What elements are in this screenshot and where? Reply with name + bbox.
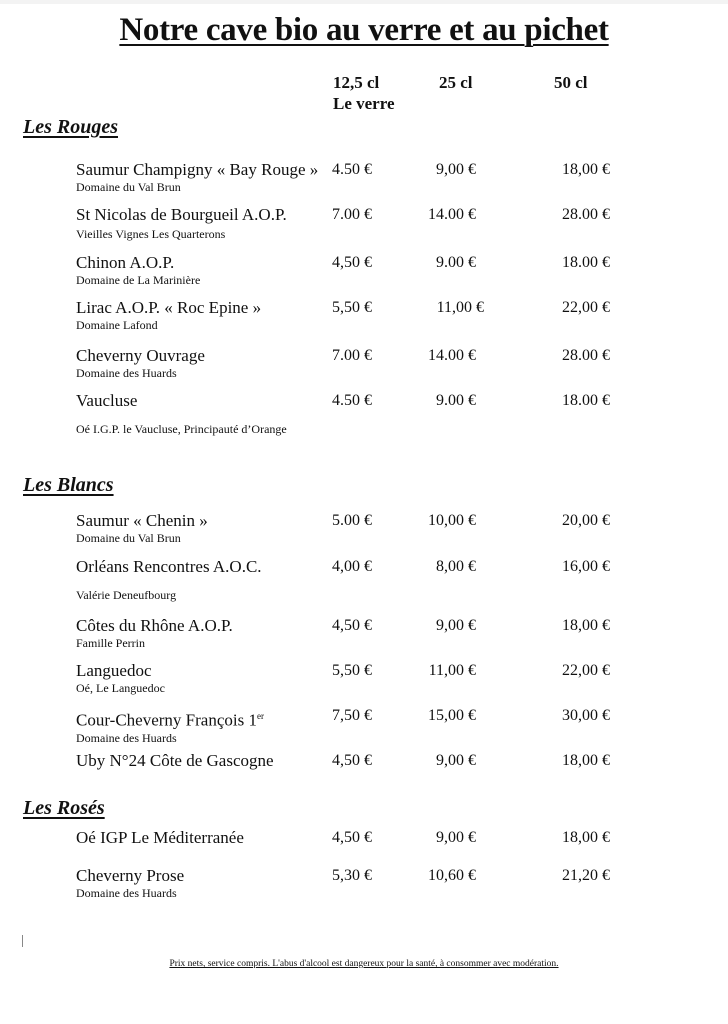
wine-producer: Domaine Lafond bbox=[76, 318, 158, 332]
wine-item bbox=[76, 661, 636, 696]
wine-name: Côtes du Rhône A.O.P. bbox=[76, 616, 233, 635]
price-25cl: 10,60 € bbox=[428, 867, 476, 884]
price-25cl: 10,00 € bbox=[428, 512, 476, 529]
wine-producer: Vieilles Vignes Les Quarterons bbox=[76, 227, 226, 241]
wine-name: Saumur Champigny « Bay Rouge » bbox=[76, 160, 319, 179]
wine-name: St Nicolas de Bourgueil A.O.P. bbox=[76, 205, 287, 224]
wine-item bbox=[76, 706, 636, 746]
column-header-glass-size: 12,5 cl bbox=[333, 73, 380, 92]
wine-item bbox=[76, 346, 636, 381]
wine-producer: Domaine de La Marinière bbox=[76, 273, 201, 287]
wine-producer: Valérie Deneufbourg bbox=[76, 588, 177, 602]
price-25cl: 11,00 € bbox=[428, 662, 476, 679]
price-25cl: 9.00 € bbox=[436, 254, 476, 271]
price-glass: 5,50 € bbox=[332, 299, 372, 316]
price-glass: 4,00 € bbox=[332, 558, 372, 575]
wine-name: Vaucluse bbox=[76, 391, 138, 410]
price-25cl: 15,00 € bbox=[428, 707, 476, 724]
wine-producer: Famille Perrin bbox=[76, 636, 145, 650]
wine-item bbox=[76, 557, 636, 603]
wine-producer: Oé, Le Languedoc bbox=[76, 681, 165, 695]
wine-item bbox=[76, 160, 636, 195]
price-glass: 7.00 € bbox=[332, 347, 372, 364]
price-50cl: 18,00 € bbox=[562, 617, 610, 634]
wine-producer: Domaine des Huards bbox=[76, 886, 177, 900]
wine-name: Lirac A.O.P. « Roc Epine » bbox=[76, 298, 262, 317]
wine-producer: Oé I.G.P. le Vaucluse, Principauté d’Orange bbox=[76, 422, 287, 436]
price-glass: 4,50 € bbox=[332, 617, 372, 634]
wine-item bbox=[76, 616, 636, 651]
wine-producer: Domaine des Huards bbox=[76, 366, 177, 380]
price-50cl: 18.00 € bbox=[562, 392, 610, 409]
wine-item bbox=[76, 391, 636, 437]
price-25cl: 9.00 € bbox=[436, 392, 476, 409]
price-25cl: 8,00 € bbox=[436, 558, 476, 575]
price-50cl: 18.00 € bbox=[562, 254, 610, 271]
wine-name: Chinon A.O.P. bbox=[76, 253, 175, 272]
column-header-25cl: 25 cl bbox=[439, 73, 473, 92]
page-top-edge bbox=[0, 0, 728, 4]
column-header-glass bbox=[333, 72, 395, 114]
wine-name: Cour-Cheverny François 1 bbox=[76, 710, 257, 730]
price-glass: 5,50 € bbox=[332, 662, 372, 679]
price-glass: 4.50 € bbox=[332, 392, 372, 409]
wine-name: Oé IGP Le Méditerranée bbox=[76, 828, 244, 847]
section-heading-blancs: Les Blancs bbox=[23, 474, 114, 496]
wine-name: Saumur « Chenin » bbox=[76, 511, 208, 530]
wine-name: Cheverny Prose bbox=[76, 866, 185, 885]
wine-item bbox=[76, 828, 636, 848]
footer-disclaimer: Prix nets, service compris. L'abus d'alcool est dangereux pour la santé, à consommer avec modération. bbox=[169, 959, 559, 969]
price-glass: 7.00 € bbox=[332, 206, 372, 223]
page-title: Notre cave bio au verre et au pichet bbox=[119, 12, 609, 48]
price-50cl: 28.00 € bbox=[562, 347, 610, 364]
wine-producer: Domaine des Huards bbox=[76, 730, 177, 745]
price-glass: 4,50 € bbox=[332, 752, 372, 769]
price-glass: 5,30 € bbox=[332, 867, 372, 884]
price-50cl: 21,20 € bbox=[562, 867, 610, 884]
price-50cl: 30,00 € bbox=[562, 707, 610, 724]
price-50cl: 18,00 € bbox=[562, 829, 610, 846]
wine-name: Uby N°24 Côte de Gascogne bbox=[76, 751, 274, 770]
price-50cl: 22,00 € bbox=[562, 662, 610, 679]
price-50cl: 18,00 € bbox=[562, 752, 610, 769]
price-50cl: 16,00 € bbox=[562, 558, 610, 575]
column-header-glass-label: Le verre bbox=[333, 94, 395, 113]
wine-name: Cheverny Ouvrage bbox=[76, 346, 205, 365]
price-25cl: 9,00 € bbox=[436, 617, 476, 634]
price-50cl: 28.00 € bbox=[562, 206, 610, 223]
price-glass: 4,50 € bbox=[332, 254, 372, 271]
section-heading-roses: Les Rosés bbox=[23, 797, 105, 819]
wine-item bbox=[76, 751, 636, 771]
text-cursor bbox=[22, 935, 23, 947]
price-25cl: 14.00 € bbox=[428, 347, 476, 364]
wine-name: Orléans Rencontres A.O.C. bbox=[76, 557, 262, 576]
price-50cl: 18,00 € bbox=[562, 161, 610, 178]
price-glass: 5.00 € bbox=[332, 512, 372, 529]
wine-name: Languedoc bbox=[76, 661, 152, 680]
price-25cl: 9,00 € bbox=[436, 752, 476, 769]
wine-item bbox=[76, 866, 636, 901]
price-glass: 4,50 € bbox=[332, 829, 372, 846]
price-25cl: 9,00 € bbox=[436, 161, 476, 178]
wine-item bbox=[76, 253, 636, 288]
wine-item bbox=[76, 298, 636, 333]
price-25cl: 9,00 € bbox=[436, 829, 476, 846]
wine-item bbox=[76, 511, 636, 546]
price-glass: 7,50 € bbox=[332, 707, 372, 724]
column-header-50cl: 50 cl bbox=[554, 73, 588, 92]
price-50cl: 20,00 € bbox=[562, 512, 610, 529]
wine-producer: Domaine du Val Brun bbox=[76, 531, 181, 545]
price-25cl: 11,00 € bbox=[436, 299, 484, 316]
wine-name-superscript: er bbox=[256, 711, 264, 721]
price-50cl: 22,00 € bbox=[562, 299, 610, 316]
wine-producer: Domaine du Val Brun bbox=[76, 180, 181, 194]
price-glass: 4.50 € bbox=[332, 161, 372, 178]
wine-item bbox=[76, 205, 636, 242]
price-25cl: 14.00 € bbox=[428, 206, 476, 223]
section-heading-rouges: Les Rouges bbox=[23, 116, 118, 138]
